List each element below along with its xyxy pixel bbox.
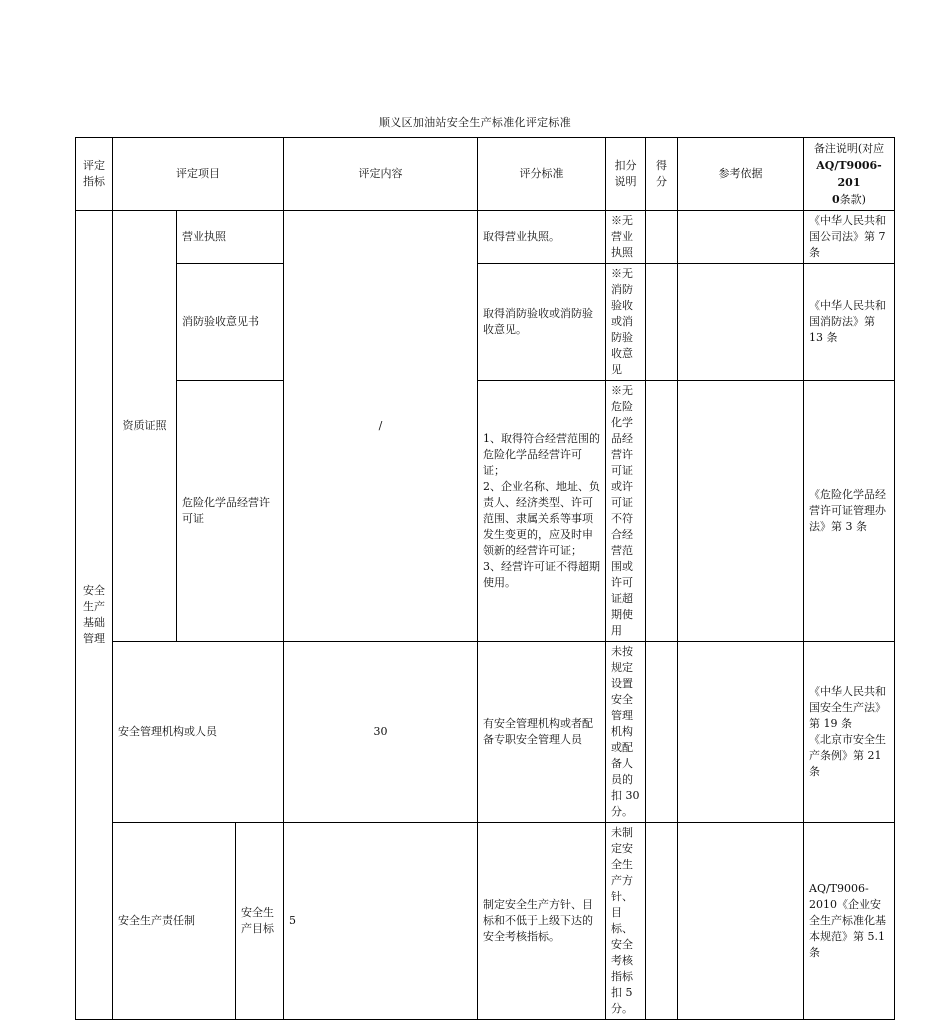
- content-cell: 取得消防验收或消防验收意见。: [478, 264, 606, 381]
- header-content: 评定内容: [284, 138, 478, 211]
- remark-header-line2: AQ/T9006-201: [816, 159, 882, 189]
- got-cell: [678, 381, 804, 642]
- basis-cell: 《中华人民共和国公司法》第 7 条: [804, 211, 895, 264]
- item-cell: 危险化学品经营许可证: [177, 381, 284, 642]
- got-cell: [678, 264, 804, 381]
- header-deduct: 扣分说明: [606, 138, 646, 211]
- content-cell: 取得营业执照。: [478, 211, 606, 264]
- header-scoring: 评分标准: [478, 138, 606, 211]
- scoring-cell: ※无消防验收或消防验收意见: [606, 264, 646, 381]
- subgroup-cell: 资质证照: [113, 211, 177, 642]
- deduct-cell: [646, 823, 678, 1020]
- got-cell: [678, 642, 804, 823]
- got-cell: [678, 823, 804, 1020]
- scoring-cell: 未按规定设置安全管理机构或配备人员的扣 30 分。: [606, 642, 646, 823]
- score-cell: 30: [284, 642, 478, 823]
- sub-item-cell: 安全生产目标: [236, 823, 284, 1020]
- table-row: [76, 823, 895, 1020]
- document-title: 顺义区加油站安全生产标准化评定标准: [378, 116, 572, 129]
- content-cell: 1、取得符合经营范围的危险化学品经营许可证； 2、企业名称、地址、负责人、经济类型、许可范围、隶属关系等事项发生变更的，应及时申领新的经营许可证； 3、经营许可证不得超期使用。: [478, 381, 606, 642]
- remark-header-line3b: 条款): [839, 193, 866, 206]
- table-row: [76, 642, 895, 823]
- table-row: [76, 381, 895, 642]
- item-cell: 消防验收意见书: [177, 264, 284, 381]
- scoring-cell: ※无营业执照: [606, 211, 646, 264]
- basis-cell: 《中华人民共和国安全生产法》第 19 条 《北京市安全生产条例》第 21 条: [804, 642, 895, 823]
- header-got: 得分: [646, 138, 678, 211]
- deduct-cell: [646, 642, 678, 823]
- header-indicator: 评定指标: [76, 138, 113, 211]
- deduct-cell: [646, 211, 678, 264]
- basis-cell: 《危险化学品经营许可证管理办法》第 3 条: [804, 381, 895, 642]
- table-row: [76, 211, 895, 264]
- remark-header-line1: 备注说明(对应: [813, 142, 885, 155]
- item-cell: 安全生产责任制: [113, 823, 236, 1020]
- content-cell: 有安全管理机构或者配备专职安全管理人员: [478, 642, 606, 823]
- remark-header-line3a: 0: [832, 193, 840, 206]
- table-row: [76, 264, 895, 381]
- item-cell: 营业执照: [177, 211, 284, 264]
- deduct-cell: [646, 381, 678, 642]
- scoring-cell: ※无危险化学品经营许可证或许可证不符合经营范围或许可证超期使用: [606, 381, 646, 642]
- basis-cell: 《中华人民共和国消防法》第 13 条: [804, 264, 895, 381]
- basis-cell: AQ/T9006-2010《企业安全生产标准化基本规范》第 5.1 条: [804, 823, 895, 1020]
- header-basis: 参考依据: [678, 138, 804, 211]
- scoring-cell: 未制定安全生产方针、目标、安全考核指标扣 5 分。: [606, 823, 646, 1020]
- score-cell: /: [284, 211, 478, 642]
- content-cell: 制定安全生产方针、目标和不低于上级下达的安全考核指标。: [478, 823, 606, 1020]
- score-cell: 5: [284, 823, 478, 1020]
- criteria-table: [75, 137, 895, 1020]
- got-cell: [678, 211, 804, 264]
- item-cell: 安全管理机构或人员: [113, 642, 284, 823]
- header-item: 评定项目: [113, 138, 284, 211]
- header-row: [76, 138, 895, 211]
- header-remark: [804, 138, 895, 211]
- deduct-cell: [646, 264, 678, 381]
- indicator-cell: 安全生产基础管理: [76, 211, 113, 1020]
